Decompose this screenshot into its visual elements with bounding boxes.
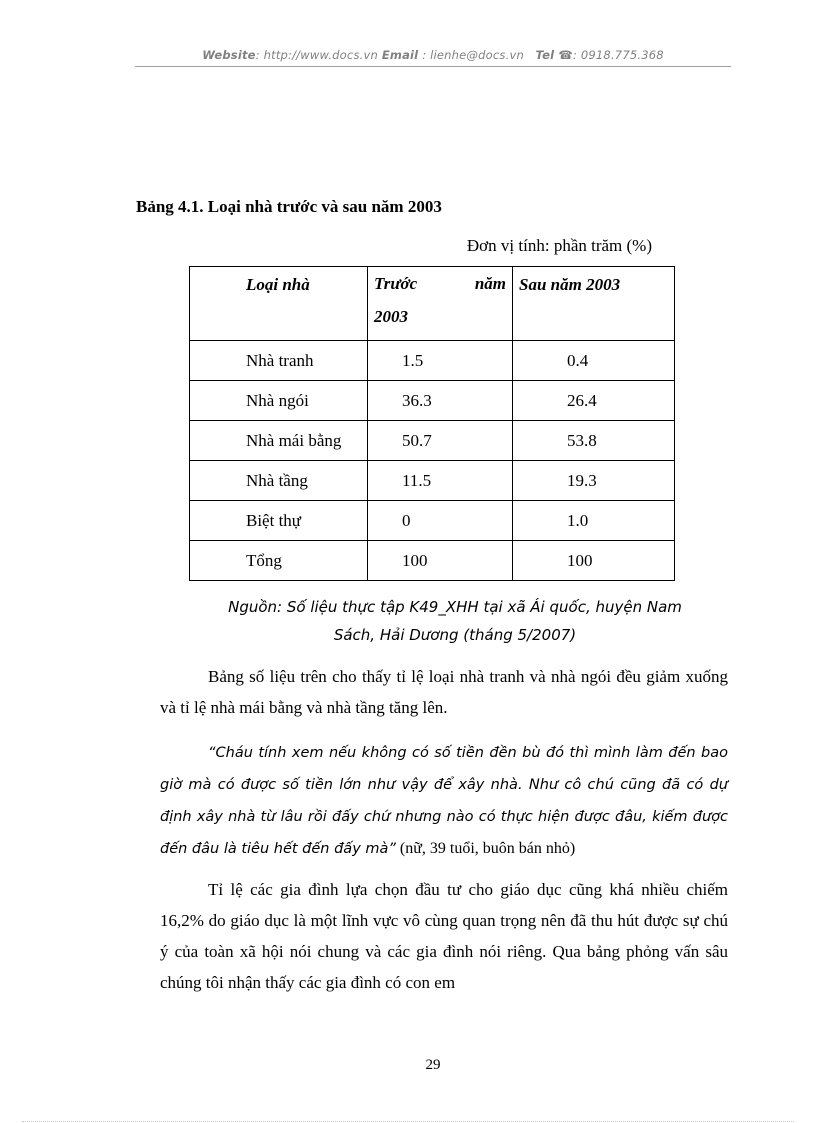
row-before: 1.5: [402, 350, 424, 370]
row-before: 36.3: [402, 390, 432, 410]
table-row: [190, 421, 675, 461]
housing-type-table: [189, 266, 675, 581]
row-type: Tổng: [190, 541, 368, 581]
table-row: [190, 381, 675, 421]
row-type: Nhà tranh: [190, 341, 368, 381]
header-year-word: năm: [474, 274, 506, 293]
row-before: 50.7: [402, 430, 432, 450]
source-line-1: Nguồn: Số liệu thực tập K49_XHH tại xã Ái quốc, huyện Nam: [228, 598, 682, 616]
table-caption: Bảng 4.1. Loại nhà trước và sau năm 2003: [136, 197, 442, 216]
row-after: 100: [513, 541, 675, 581]
table-source: [160, 593, 750, 649]
row-type: Nhà tầng: [190, 461, 368, 501]
row-after: 19.3: [513, 461, 675, 501]
row-after: 53.8: [513, 421, 675, 461]
row-before: 100: [402, 550, 428, 570]
website-value: : http://www.docs.vn: [255, 48, 378, 62]
page-number: 29: [425, 1057, 441, 1073]
row-before: 0: [402, 510, 411, 530]
header-before-2003: [368, 267, 513, 341]
quote-attribution: (nữ, 39 tuổi, buôn bán nhỏ): [395, 840, 576, 857]
row-after: 1.0: [513, 501, 675, 541]
header-before-word: Trước: [374, 274, 418, 293]
interview-quote: [160, 737, 728, 865]
email-label: Email: [381, 48, 419, 62]
source-line-2: Sách, Hải Dương (tháng 5/2007): [333, 626, 577, 644]
table-header-row: [190, 267, 675, 341]
header-divider: [135, 66, 731, 67]
table-row: [190, 341, 675, 381]
tel-label: Tel ☎: [535, 48, 573, 62]
row-type: Nhà mái bằng: [190, 421, 368, 461]
row-after: 0.4: [513, 341, 675, 381]
unit-note: Đơn vị tính: phần trăm (%): [466, 236, 652, 255]
table-row: [190, 541, 675, 581]
website-label: Website: [202, 48, 256, 62]
paragraph-2: Tỉ lệ các gia đình lựa chọn đầu tư cho giáo dục cũng khá nhiều chiếm 16,2% do giáo dục là một lĩnh vực vô cùng quan trọng nên đã thu hút được sự chú ý của toàn xã hội nói chung và các gia đình nói riêng. Qua bảng phỏng vấn sâu chúng tôi nhận thấy các gia đình có con em: [160, 880, 728, 992]
header-year-value: 2003: [374, 307, 408, 326]
page-bottom-border: [22, 1121, 794, 1122]
row-type: Nhà ngói: [190, 381, 368, 421]
row-type: Biệt thự: [190, 501, 368, 541]
email-value: : lienhe@docs.vn: [422, 48, 524, 62]
tel-value: : 0918.775.368: [572, 48, 664, 62]
row-after: 26.4: [513, 381, 675, 421]
header-after-2003: Sau năm 2003: [513, 267, 675, 341]
table-row: [190, 461, 675, 501]
quote-text: “Cháu tính xem nếu không có số tiền đền bù đó thì mình làm đến bao giờ mà có được số tiền lớn như vậy để xây nhà. Như cô chú cũng đã có dự định xây nhà từ lâu rồi đấy chứ nhưng nào có thực hiện được đâu, kiếm được đến đâu là tiêu hết đến đấy mà”: [160, 745, 728, 857]
page-header: [135, 48, 731, 62]
header-housing-type: Loại nhà: [190, 267, 368, 341]
table-row: [190, 501, 675, 541]
row-before: 11.5: [402, 470, 432, 490]
paragraph-1: Bảng số liệu trên cho thấy tỉ lệ loại nhà tranh và nhà ngói đều giảm xuống và tỉ lệ nhà mái bằng và nhà tầng tăng lên.: [160, 667, 728, 717]
